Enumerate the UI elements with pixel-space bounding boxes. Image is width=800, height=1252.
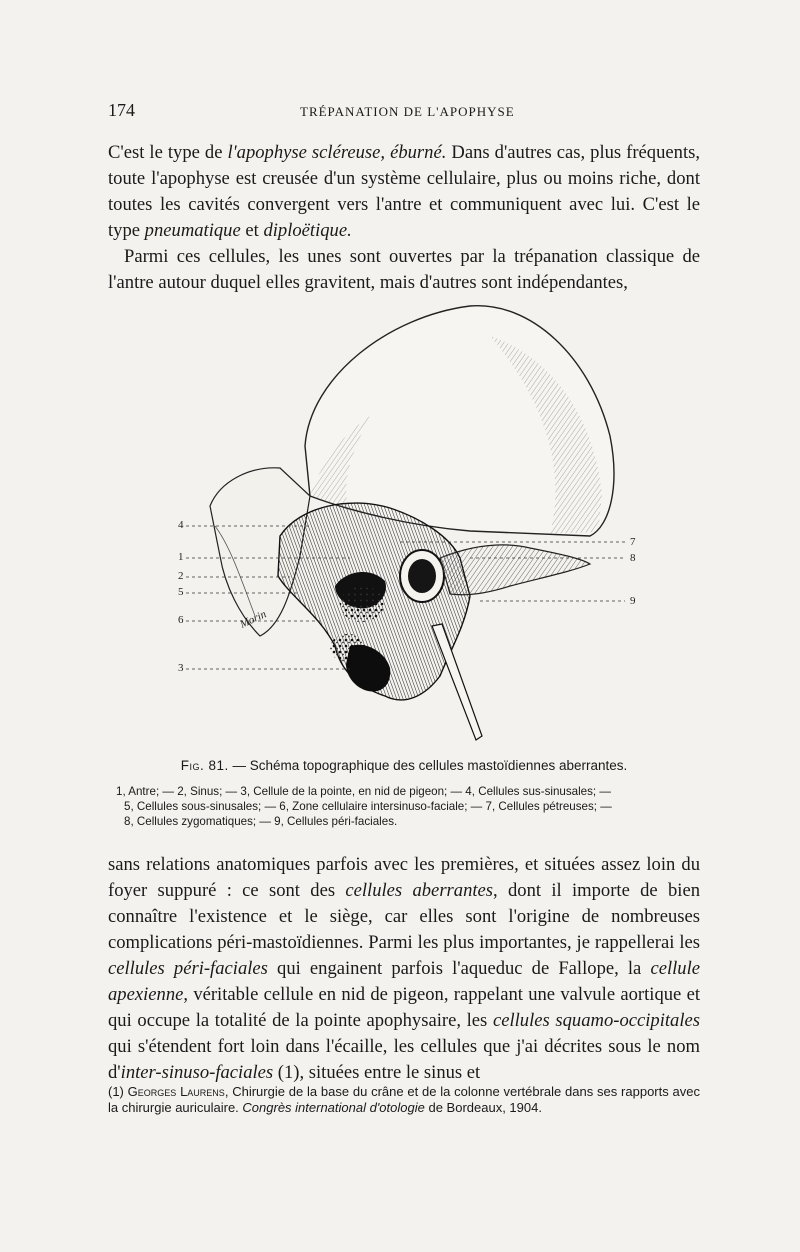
callout-2: 2: [178, 570, 184, 582]
figure-number: Fig. 81.: [180, 758, 229, 773]
text-run: qui engainent parfois l'aqueduc de Fallope, la: [267, 958, 651, 979]
callout-5: 5: [178, 586, 184, 598]
text-run: Dans d'autres cas, plus fréquents, toute l'apophyse est creusée d'un système cellulaire, plus ou moins riche, dont toutes les cavités convergent vers l'antre et communiquent avec lui. C'est le type: [108, 142, 701, 241]
callout-8: 8: [630, 552, 636, 564]
paragraph-2: Parmi ces cellules, les unes sont ouvertes par la trépanation classique de l'antre autour duquel elles gravitent, mais d'autres sont indépendantes,: [108, 246, 700, 293]
italic-run: cellules aberrantes: [345, 880, 494, 901]
italic-run: cellule apexienne: [108, 958, 700, 1005]
figure-81-illustration: [170, 296, 650, 742]
text-run: sans relations anatomiques parfois avec les premières, et situées assez loin du foyer suppuré : ce sont des: [108, 854, 700, 901]
legend-line-2: 5, Cellules sous-sinusales; — 6, Zone cellulaire intersinuso-faciale; — 7, Cellules pétreuses; —: [124, 800, 612, 813]
text-run: qui s'étendent fort loin dans l'écaille, les cellules que j'ai décrites sous le nom d': [108, 1036, 700, 1083]
figure-caption: [108, 758, 700, 773]
text-run: , Chirurgie de la base du crâne et de la colonne vertébrale dans ses rapports avec la chirurgie auriculaire.: [108, 1084, 700, 1115]
figure-legend: [116, 784, 700, 829]
text-run: et: [240, 220, 264, 241]
styloid-shape: [432, 624, 482, 740]
paragraph-3: [108, 852, 700, 1086]
callout-3: 3: [178, 662, 184, 674]
text-run: , véritable cellule en nid de pigeon, rappelant une valvule aortique et qui occupe la totalité de la pointe apophysaire, les: [108, 984, 700, 1031]
footnote-marker: (1): [108, 1084, 128, 1099]
footnote-author: Georges Laurens: [127, 1084, 225, 1099]
italic-run: Congrès international d'otologie: [242, 1100, 425, 1115]
caption-text: — Schéma topographique des cellules mastoïdiennes aberrantes.: [228, 758, 628, 773]
callout-6: 6: [178, 614, 184, 626]
zygomatic-shape: [440, 545, 590, 595]
legend-line-3: 8, Cellules zygomatiques; — 9, Cellules péri-faciales.: [124, 815, 398, 828]
italic-run: cellules squamo-occipitales: [492, 1010, 700, 1031]
text-run: C'est le type de: [108, 142, 228, 163]
temporal-bone-engraving: [170, 296, 650, 742]
text-run: , dont il importe de bien connaître l'existence et le siège, car elles sont l'origine de nombreuses complications péri-mastoïdiennes. Parmi les plus importantes, je rappellerai les: [108, 880, 700, 953]
text-run: de Bordeaux, 1904.: [424, 1100, 542, 1115]
italic-run: l'apophyse scléreuse, éburné.: [227, 142, 447, 163]
callout-9: 9: [630, 595, 636, 607]
running-title: TRÉPANATION DE L'APOPHYSE: [300, 104, 515, 119]
callout-1: 1: [178, 551, 184, 563]
callout-7: 7: [630, 536, 636, 548]
italic-run: diploëtique.: [263, 220, 352, 241]
engraver-signature: Morin: [238, 608, 269, 631]
paragraph-1: [108, 140, 700, 244]
italic-run: pneumatique: [144, 220, 241, 241]
legend-line-1: 1, Antre; — 2, Sinus; — 3, Cellule de la pointe, en nid de pigeon; — 4, Cellules sus-sinusales; —: [116, 785, 611, 798]
page-number: 174: [108, 100, 135, 120]
italic-run: inter-sinuso-faciales: [120, 1062, 274, 1083]
callout-4: 4: [178, 519, 184, 531]
text-run: (1), situées entre le sinus et: [273, 1062, 481, 1083]
page-header: [108, 100, 700, 124]
footnote: [108, 1084, 700, 1116]
italic-run: cellules péri-faciales: [108, 958, 268, 979]
